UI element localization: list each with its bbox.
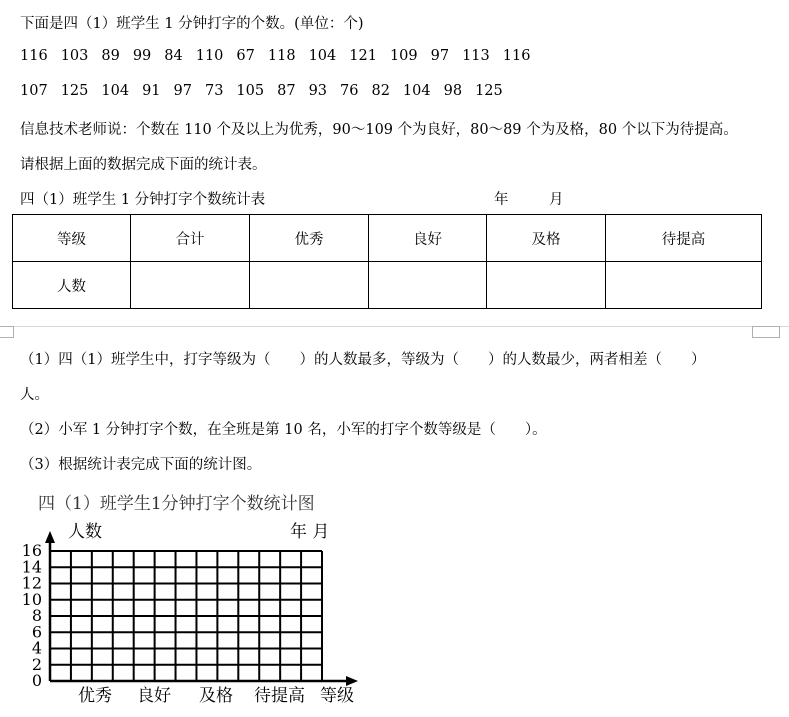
data-value: 73 bbox=[204, 83, 224, 99]
intro-text: 下面是四（1）班学生 1 分钟打字的个数。(单位：个) bbox=[20, 16, 364, 32]
grading-rule: 信息技术老师说：个数在 110 个及以上为优秀，90～109 个为良好，80～89 个为及格，80 个以下为待提高。 bbox=[20, 122, 738, 138]
question-3: （3）根据统计表完成下面的统计图。 bbox=[20, 457, 262, 473]
y-axis-label: 人数 bbox=[68, 522, 102, 542]
cell-improve[interactable] bbox=[606, 262, 762, 309]
question-1-end: 人。 bbox=[20, 387, 49, 403]
data-value: 104 bbox=[402, 83, 431, 99]
data-value: 99 bbox=[132, 48, 152, 64]
header-grade: 等级 bbox=[13, 215, 131, 262]
data-value: 107 bbox=[20, 83, 48, 99]
data-value: 67 bbox=[236, 48, 255, 64]
left-separator-marker bbox=[0, 326, 14, 338]
table-count-row bbox=[13, 262, 762, 309]
data-value: 97 bbox=[430, 48, 450, 64]
data-value: 84 bbox=[164, 48, 183, 64]
header-total: 合计 bbox=[131, 215, 250, 262]
data-value: 76 bbox=[340, 83, 359, 99]
data-value: 97 bbox=[173, 83, 192, 99]
data-value: 121 bbox=[349, 48, 377, 64]
data-value: 91 bbox=[142, 83, 161, 99]
y-axis-arrow bbox=[45, 531, 55, 543]
chart-date-label: 年 月 bbox=[290, 522, 330, 542]
data-value: 87 bbox=[277, 83, 296, 99]
header-improve: 待提高 bbox=[606, 215, 762, 262]
y-tick-label: 12 bbox=[21, 573, 42, 593]
y-tick-label: 6 bbox=[31, 622, 42, 642]
data-value: 125 bbox=[475, 83, 503, 99]
data-value: 110 bbox=[195, 48, 224, 64]
data-value: 104 bbox=[101, 83, 130, 99]
data-value: 89 bbox=[101, 48, 120, 64]
x-category-label: 优秀 bbox=[78, 686, 112, 706]
cell-excellent[interactable] bbox=[250, 262, 369, 309]
row-label-count: 人数 bbox=[13, 262, 131, 309]
statistics-table bbox=[12, 214, 762, 309]
y-tick-label: 8 bbox=[31, 606, 42, 625]
data-value: 93 bbox=[308, 83, 328, 99]
data-value: 116 bbox=[20, 48, 48, 64]
header-excellent: 优秀 bbox=[250, 215, 369, 262]
instruction-text: 请根据上面的数据完成下面的统计表。 bbox=[20, 157, 267, 173]
x-category-label: 待提高 bbox=[254, 686, 305, 706]
x-category-label: 良好 bbox=[137, 686, 171, 706]
cell-total[interactable] bbox=[131, 262, 250, 309]
table-month-label: 月 bbox=[549, 192, 564, 208]
page-separator bbox=[0, 326, 789, 327]
question-2: （2）小军 1 分钟打字个数，在全班是第 10 名，小军的打字个数等级是（ ）。 bbox=[20, 422, 547, 438]
y-tick-label: 2 bbox=[31, 654, 42, 674]
table-year-label: 年 bbox=[494, 192, 509, 208]
data-value: 82 bbox=[371, 83, 390, 99]
chart-title: 四（1）班学生1分钟打字个数统计图 bbox=[38, 494, 315, 514]
y-tick-label: 0 bbox=[31, 671, 42, 690]
header-good: 良好 bbox=[369, 215, 487, 262]
table-header-row bbox=[13, 215, 762, 262]
x-axis-arrow bbox=[346, 676, 358, 686]
data-value: 98 bbox=[443, 83, 463, 99]
y-tick-label: 10 bbox=[21, 589, 42, 609]
data-value: 104 bbox=[308, 48, 337, 64]
data-value: 125 bbox=[60, 83, 89, 99]
right-separator-marker bbox=[752, 326, 780, 338]
x-category-label: 及格 bbox=[199, 686, 233, 706]
cell-pass[interactable] bbox=[487, 262, 606, 309]
x-axis-label: 等级 bbox=[320, 686, 354, 706]
data-row-2 bbox=[20, 83, 516, 99]
data-row-1 bbox=[20, 48, 543, 64]
data-value: 103 bbox=[60, 48, 89, 64]
header-pass: 及格 bbox=[487, 215, 606, 262]
y-tick-label: 16 bbox=[21, 541, 42, 560]
y-tick-label: 4 bbox=[31, 638, 42, 658]
data-value: 105 bbox=[236, 83, 265, 99]
data-value: 118 bbox=[267, 48, 296, 64]
y-tick-label: 14 bbox=[21, 557, 42, 577]
table-title: 四（1）班学生 1 分钟打字个数统计表 bbox=[20, 192, 266, 208]
data-value: 109 bbox=[389, 48, 418, 64]
data-value: 113 bbox=[462, 48, 490, 64]
data-value: 116 bbox=[502, 48, 531, 64]
question-1: （1）四（1）班学生中，打字等级为（ ）的人数最多，等级为（ ）的人数最少，两者相差（ ） bbox=[20, 352, 706, 368]
cell-good[interactable] bbox=[369, 262, 487, 309]
